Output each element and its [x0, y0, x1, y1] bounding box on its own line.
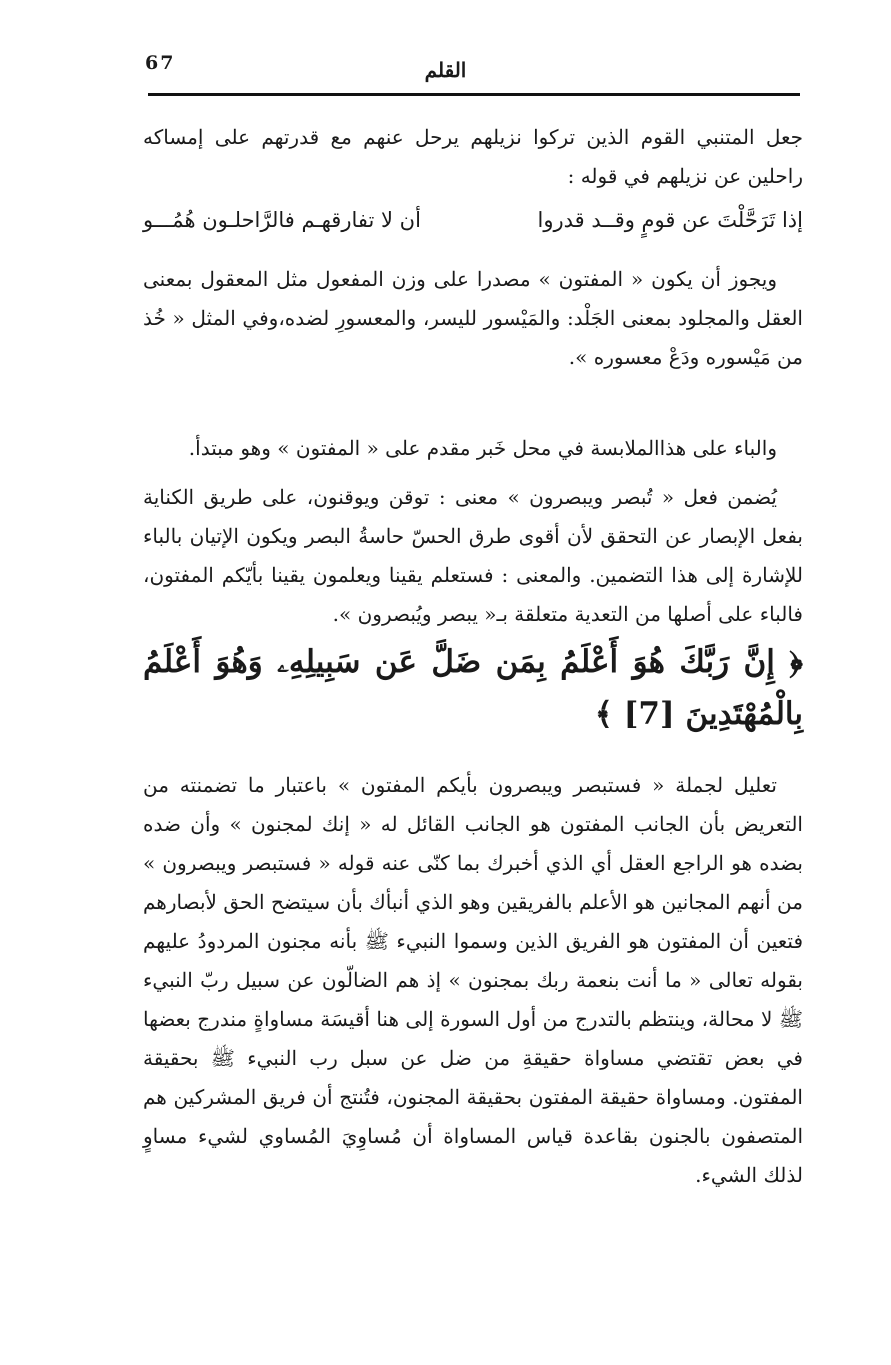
verse-second-hemistich: أن لا تفارقهـم فالرَّاحلـون هُمُـــو	[143, 208, 421, 232]
paragraph-ta-lil: تعليل لجملة « فستبصر ويبصرون بأيكم المفتون » باعتبار ما تضمنته من التعريض بأن الجانب المفتون هو الجانب القائل له « إنك لمجنون » وأن ضده بضده هو الراجع العقل أي الذي أخبرك بما كنّى عنه قوله « فستبصر ويبصرون » من أنهم المجانين هو الأعلم بالفريقين وهو الذي أنبأك بأن سيتضح الحق لأبصارهم فتعين أن المفتون هو الفريق الذين وسموا النبيء ﷺ بأنه مجنون المردودُ عليهم بقوله تعالى « ما أنت بنعمة ربك بمجنون » إذ هم الضالّون عن سبيل ربّ النبيء ﷺ لا محالة، وينتظم بالتدرج من أول السورة إلى هنا أقيسَة مساواةٍ مندرج بعضها في بعض تقتضي مساواة حقيقةِ من ضل عن سبل رب النبيء ﷺ بحقيقة المفتون. ومساواة حقيقة المفتون بحقيقة المجنون، فتُنتج أن فريق المشركين هم المتصفون بالجنون بقاعدة قياس المساواة أن مُساوِيَ المُساوي لشيء مساوٍ لذلك الشيء.	[143, 773, 803, 1187]
verse-first-hemistich: إذا تَرَحَّلْتَ عن قومٍ وقــد قدروا	[537, 208, 803, 232]
paragraph-ba-mulabasa: والباء على هذاالملابسة في محل خَبر مقدم على « المفتون » وهو مبتدأ.	[188, 436, 777, 460]
poetry-verse	[143, 200, 803, 240]
paragraph-tadmin: يُضمن فعل « تُبصر ويبصرون » معنى : توقن ويوقنون، على طريق الكناية بفعل الإبصار عن التحقق لأن أقوى طرق الحسّ حاسةُ البصر ويكون الإتيان بالباء للإشارة إلى هذا التضمين. والمعنى : فستعلم يقينا ويعلمون يقينا بأيّكم المفتون، فالباء على أصلها من التعدية متعلقة بـ« يبصر ويُبصرون ».	[143, 485, 803, 626]
quran-verse: ﴿ إِنَّ رَبَّكَ هُوَ أَعْلَمُ بِمَن ضَلَّ عَن سَبِيلِهِۦ وَهُوَ أَعْلَمُ بِالْمُهْتَدِينَ [7] ﴾	[143, 644, 803, 732]
page-number: 67	[145, 52, 176, 74]
page-content	[143, 118, 803, 1195]
paragraph-intro: جعل المتنبي القوم الذين تركوا نزيلهم يرحل عنهم مع قدرتهم على إمساكه راحلين عن نزيلهم في قوله :	[143, 125, 803, 188]
header-divider	[148, 93, 800, 96]
running-title: القلم	[424, 58, 467, 82]
paragraph-maftun-masdar: ويجوز أن يكون « المفتون » مصدرا على وزن المفعول مثل المعقول بمعنى العقل والمجلود بمعنى الجَلْد: والمَيْسور لليسر، والمعسورِ لضده،وفي المثل « خُذ من مَيْسوره ودَعْ معسوره ».	[143, 267, 803, 369]
